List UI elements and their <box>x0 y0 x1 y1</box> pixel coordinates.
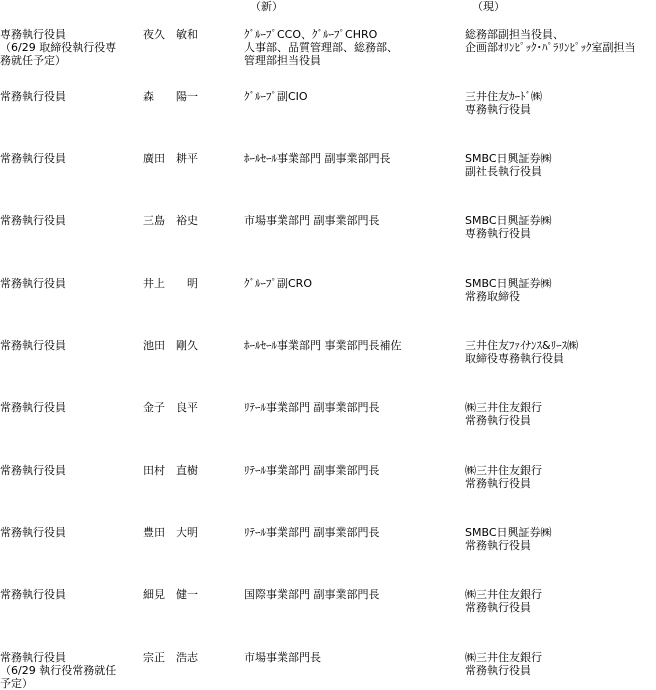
new-column-label: （新） <box>250 0 283 13</box>
title-cell: 常務執行役員 （6/29 執行役常務就任 予定） <box>0 651 117 690</box>
name-cell: 廣田 耕平 <box>143 152 198 165</box>
current-position-cell: 三井住友ﾌｧｲﾅﾝｽ&ﾘｰｽ㈱ 取締役専務執行役員 <box>465 339 579 365</box>
title-cell: 常務執行役員 <box>0 401 66 414</box>
current-position-cell: ㈱三井住友銀行 常務執行役員 <box>465 464 542 490</box>
current-position-cell: ㈱三井住友銀行 常務執行役員 <box>465 588 542 614</box>
title-cell: 常務執行役員 <box>0 588 66 601</box>
new-position-cell: ﾘﾃｰﾙ事業部門 副事業部門長 <box>244 464 380 477</box>
current-column-label: （現） <box>472 0 505 13</box>
name-cell: 豊田 大明 <box>143 526 198 539</box>
title-cell: 常務執行役員 <box>0 90 66 103</box>
current-position-cell: SMBC日興証券㈱ 副社長執行役員 <box>465 152 552 178</box>
name-cell: 三島 裕史 <box>143 214 198 227</box>
name-cell: 井上 明 <box>143 277 198 290</box>
current-position-cell: SMBC日興証券㈱ 常務執行役員 <box>465 526 552 552</box>
new-position-cell: ｸﾞﾙｰﾌﾟCCO、ｸﾞﾙｰﾌﾟCHRO 人事部、品質管理部、総務部、 管理部担当役員 <box>244 28 398 67</box>
current-position-cell: SMBC日興証券㈱ 専務執行役員 <box>465 214 552 240</box>
name-cell: 宗正 浩志 <box>143 651 198 664</box>
current-position-cell: ㈱三井住友銀行 常務執行役員 <box>465 401 542 427</box>
new-position-cell: 国際事業部門 副事業部門長 <box>244 588 380 601</box>
current-position-cell: SMBC日興証券㈱ 常務取締役 <box>465 277 552 303</box>
new-position-cell: ﾎｰﾙｾｰﾙ事業部門 事業部門長補佐 <box>244 339 402 352</box>
title-cell: 常務執行役員 <box>0 152 66 165</box>
new-position-cell: ﾘﾃｰﾙ事業部門 副事業部門長 <box>244 526 380 539</box>
name-cell: 細見 健一 <box>143 588 198 601</box>
title-cell: 常務執行役員 <box>0 464 66 477</box>
title-cell: 常務執行役員 <box>0 526 66 539</box>
name-cell: 夜久 敏和 <box>143 28 198 41</box>
new-position-cell: 市場事業部門 副事業部門長 <box>244 214 380 227</box>
title-cell: 常務執行役員 <box>0 339 66 352</box>
title-cell: 常務執行役員 <box>0 214 66 227</box>
current-position-cell: 三井住友ｶｰﾄﾞ㈱ 専務執行役員 <box>465 90 542 116</box>
name-cell: 池田 剛久 <box>143 339 198 352</box>
new-position-cell: ｸﾞﾙｰﾌﾟ副CRO <box>244 277 312 290</box>
column-header <box>0 0 656 13</box>
name-cell: 森 陽一 <box>143 90 198 103</box>
current-position-cell: 総務部副担当役員、 企画部ｵﾘﾝﾋﾟｯｸ･ﾊﾟﾗﾘﾝﾋﾟｯｸ室副担当 <box>465 28 636 54</box>
title-cell: 常務執行役員 <box>0 277 66 290</box>
new-position-cell: ﾘﾃｰﾙ事業部門 副事業部門長 <box>244 401 380 414</box>
new-position-cell: ｸﾞﾙｰﾌﾟ副CIO <box>244 90 308 103</box>
current-position-cell: ㈱三井住友銀行 常務執行役員 <box>465 651 542 677</box>
title-cell: 専務執行役員 （6/29 取締役執行役専 務就任予定） <box>0 28 117 67</box>
name-cell: 金子 良平 <box>143 401 198 414</box>
new-position-cell: ﾎｰﾙｾｰﾙ事業部門 副事業部門長 <box>244 152 391 165</box>
new-position-cell: 市場事業部門長 <box>244 651 321 664</box>
name-cell: 田村 直樹 <box>143 464 198 477</box>
